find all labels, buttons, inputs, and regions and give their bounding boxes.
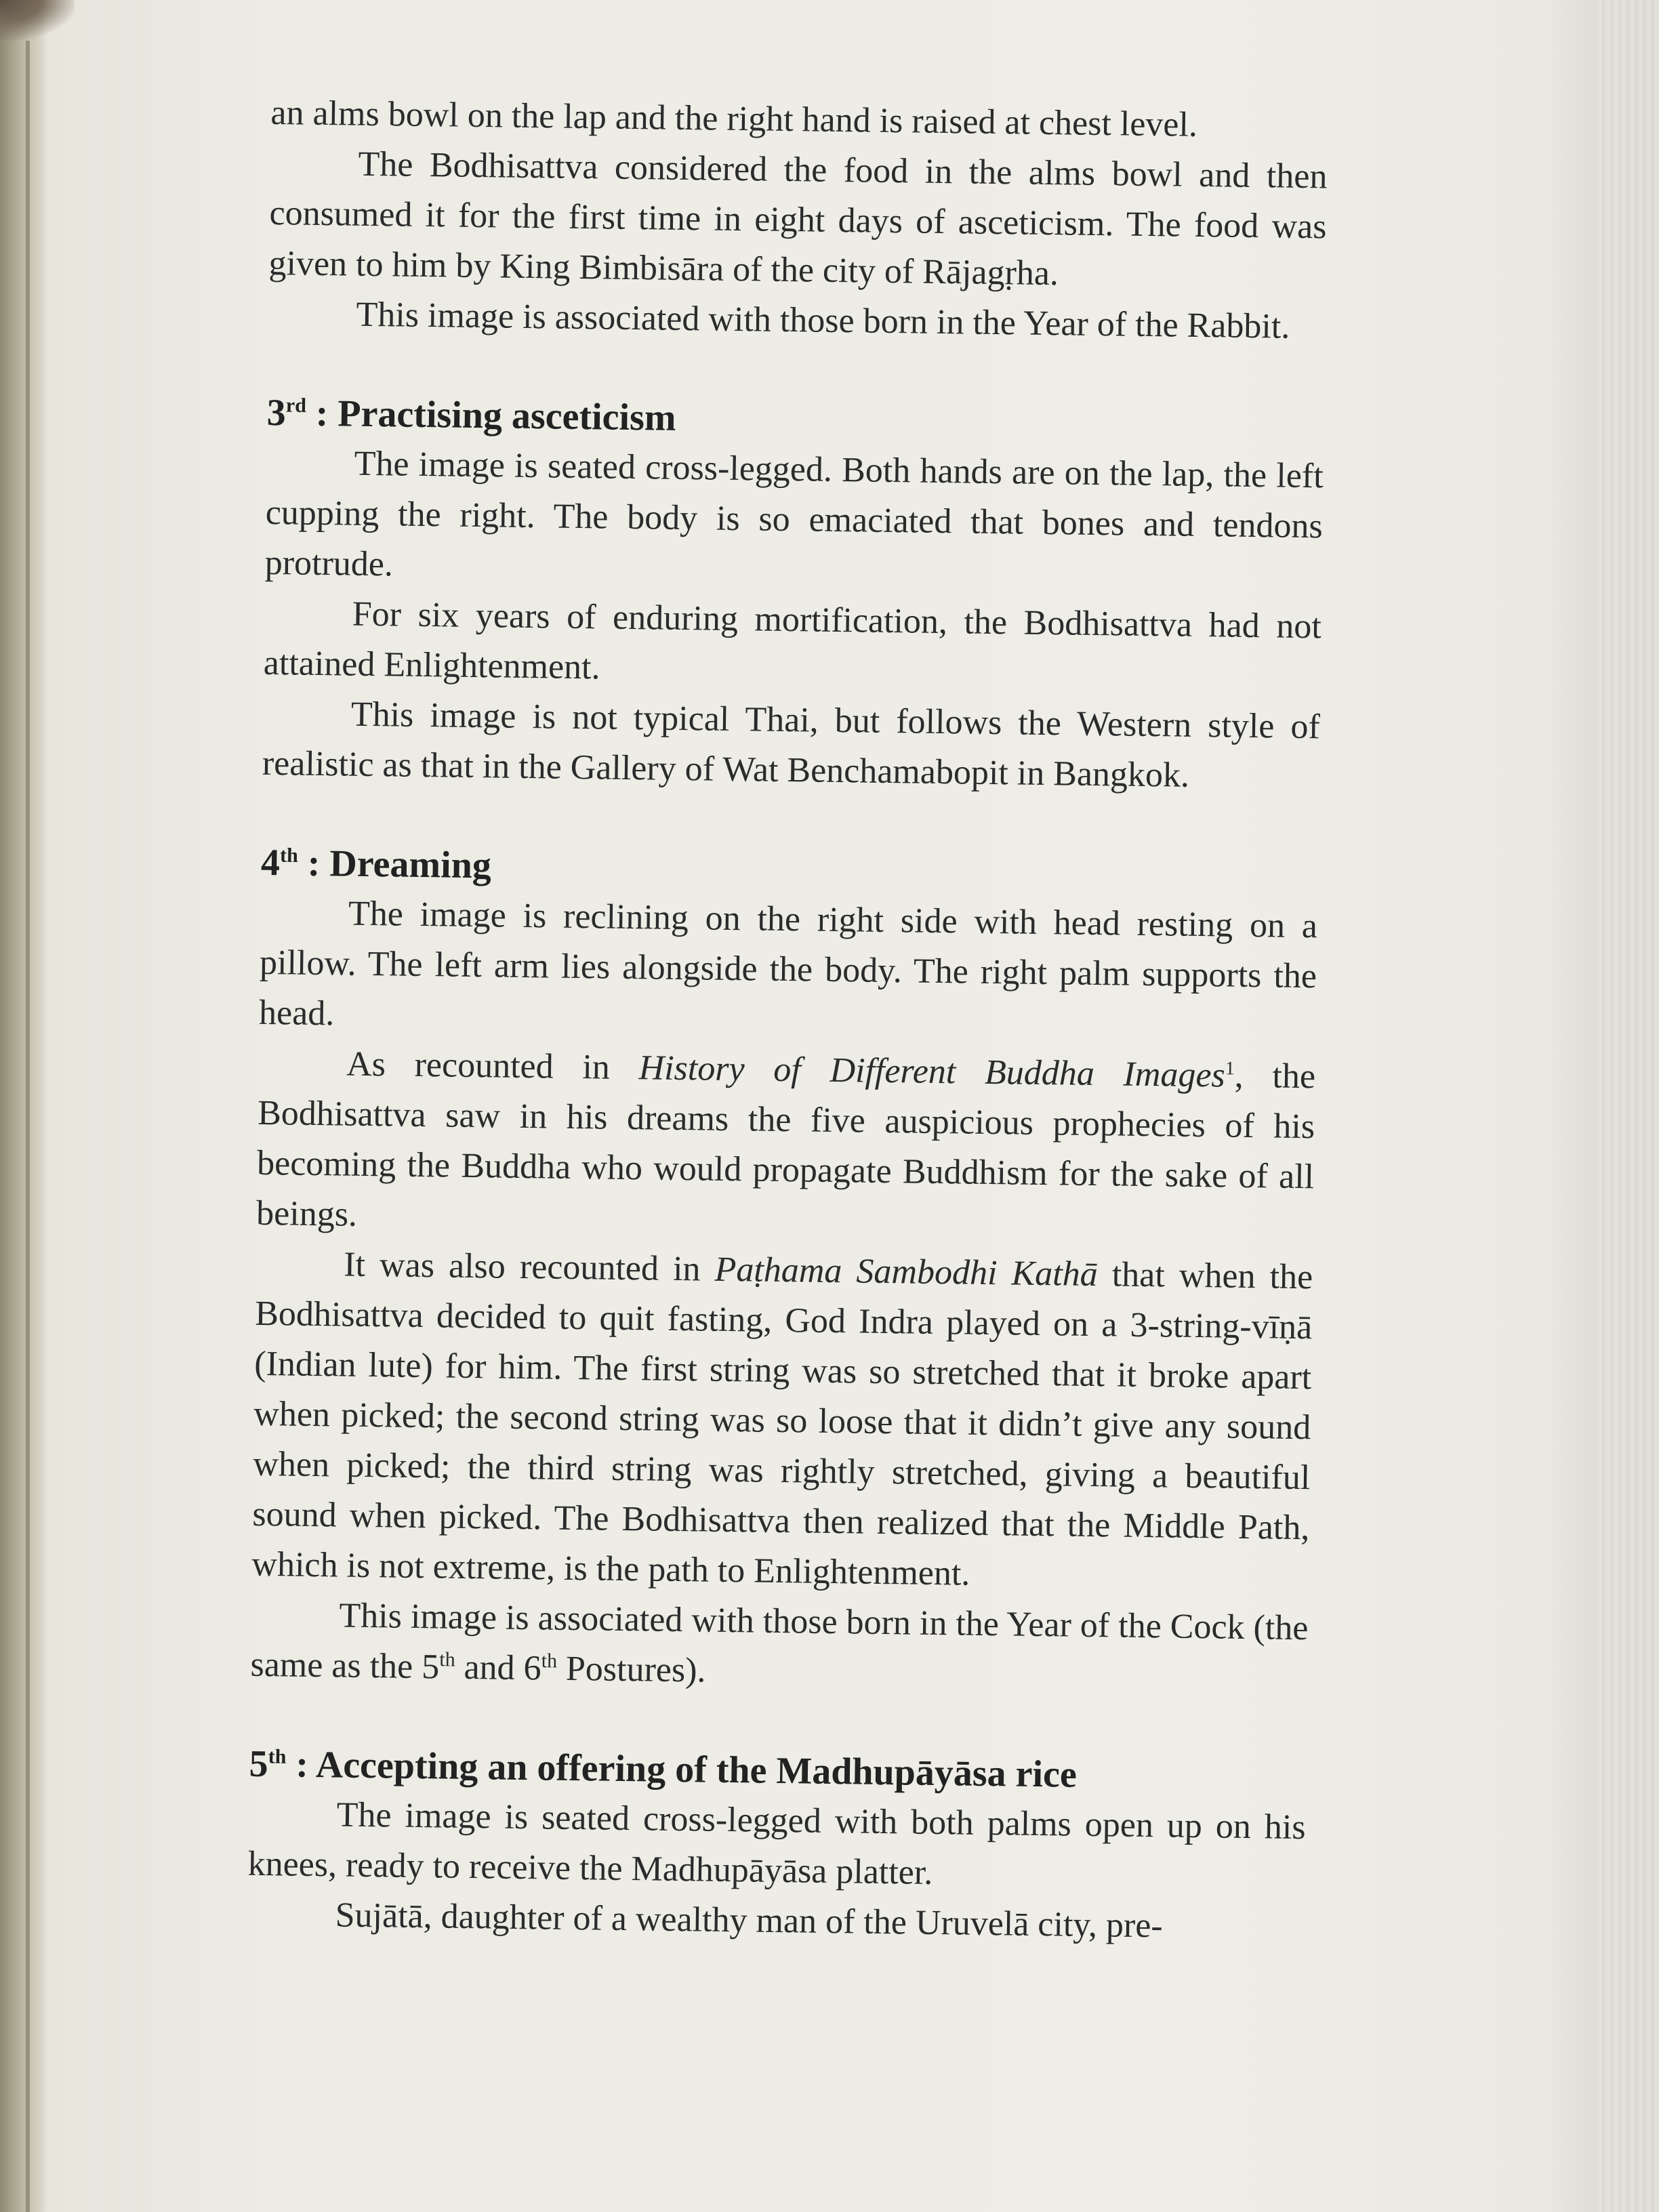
heading-ordinal: th (279, 844, 299, 867)
heading-number: 4 (260, 841, 281, 884)
paragraph: This image is associated with those born in the Year of the Rabbit. (356, 295, 1290, 346)
paragraph: This image is associated with those born in the Year of the Cock (the same as the 5th and 6th Postures). (250, 1596, 1309, 1690)
paragraph: The Bodhisattva considered the food in the alms bowl and then consumed it for the first time in eight days of asceticism. The food was given to him by King Bimbisāra of the city of Rājagṛha. (268, 144, 1328, 293)
page-text (247, 88, 1328, 1953)
paragraph-continuation: an alms bowl on the lap and the right hand is raised at chest level. (270, 93, 1198, 144)
heading-title: : Accepting an offering of the Madhupāyāsa rice (285, 1743, 1078, 1796)
paragraph: Sujātā, daughter of a wealthy man of the Uruvelā city, pre- (335, 1896, 1164, 1946)
heading-number: 3 (266, 391, 287, 434)
footnote-marker: 1 (1225, 1058, 1235, 1080)
heading-title: : Practising asceticism (306, 392, 676, 439)
paragraph: The image is seated cross-legged with both palms open up on his knees, ready to receive the Madhupāyāsa platter. (247, 1795, 1306, 1893)
paragraph: For six years of enduring mortification, the Bodhisattva had not attained Enlightenment. (263, 594, 1322, 687)
book-title: Paṭhama Sambodhi Kathā (714, 1250, 1099, 1294)
corner-shadow (0, 0, 75, 41)
paragraph: As recounted in History of Different Buddha Images$^1$, the Bodhisattva saw in his dreams the five auspicious prophecies of his becoming the Buddha who would propagate Buddhism for the sake of all beings. (255, 1044, 1316, 1234)
paragraph: This image is not typical Thai, but follows the Western style of realistic as that in the Gallery of Wat Benchamabopit in Bangkok. (262, 695, 1321, 795)
paragraph: The image is seated cross-legged. Both hands are on the lap, the left cupping the right. The body is so emaciated that bones and tendons protrude. (264, 444, 1324, 584)
spine-line (26, 41, 30, 2212)
paragraph: The image is reclining on the right side with head resting on a pillow. The left arm lies alongside the body. The right palm supports the head. (258, 894, 1318, 1033)
heading-title: : Dreaming (298, 842, 492, 887)
spine-shadow (0, 0, 47, 2212)
heading-number: 5 (249, 1742, 269, 1786)
book-title: History of Different Buddha Images (638, 1048, 1226, 1095)
heading-ordinal: rd (285, 394, 307, 417)
page-edges (1598, 0, 1659, 2212)
heading-ordinal: th (268, 1745, 287, 1768)
paragraph: It was also recounted in Paṭhama Sambodhi Kathā that when the Bodhisattva decided to quit fasting, God Indra played on a 3-string-vīṇā (Indian lute) for him. The first string was so stretched that it broke apart when picked; the second string was so loose that it didn’t give any sound when picked; the third string was rightly stretched, giving a beautiful sound when picked. The Bodhisattva then realized that the Middle Path, which is not extreme, is the path to Enlightenment. (251, 1245, 1313, 1593)
